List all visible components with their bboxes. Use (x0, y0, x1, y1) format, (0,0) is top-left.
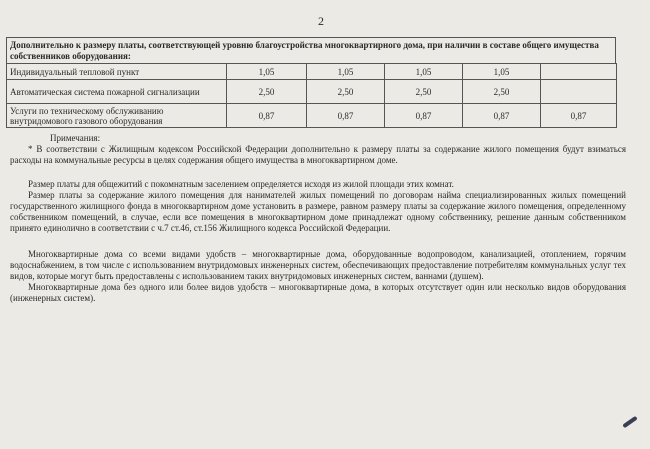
note-paragraph: Многоквартирные дома со всеми видами удобств – многоквартирные дома, оборудованные водопроводом, канализацией, отоплением, горячим водоснабжением, в том числе с использованием внутридомовых инженерных систем, обеспечивающих предоставление потребителям коммунальных услуг тех видов, которые могут быть предоставлены с использованием таких внутридомовых инженерных систем, ваннами (душем). (10, 248, 626, 282)
table-cell (541, 80, 617, 104)
table-cell: 2,50 (463, 80, 541, 104)
table-cell: 0,87 (541, 104, 617, 128)
table-row (7, 80, 617, 104)
table-cell: 2,50 (227, 80, 307, 104)
notes-section (10, 133, 626, 305)
row-label: Индивидуальный тепловой пункт (7, 64, 227, 80)
table-cell: 0,87 (385, 104, 463, 128)
row-label: Автоматическая система пожарной сигнализации (7, 80, 227, 104)
table-heading: Дополнительно к размеру платы, соответствующей уровню благоустройства многоквартирного дома, при наличии в составе общего имущества собственников оборудования: (6, 37, 616, 63)
note-paragraph: * В соответствии с Жилищным кодексом Российской Федерации дополнительно к размеру платы за содержание жилого помещения будут взиматься расходы на коммунальные ресурсы в целях содержания общего имущества в многоквартирном доме. (10, 144, 626, 166)
notes-title: Примечания: (50, 133, 101, 143)
page-number: 2 (318, 14, 324, 28)
table-cell: 1,05 (463, 64, 541, 80)
table-cell (541, 64, 617, 80)
note-paragraph: Многоквартирные дома без одного или более видов удобств – многоквартирные дома, в которых отсутствует один или несколько видов оборудования (инженерных систем). (10, 282, 626, 304)
table-cell: 2,50 (385, 80, 463, 104)
table-cell: 0,87 (463, 104, 541, 128)
table-cell: 0,87 (307, 104, 385, 128)
table-cell: 0,87 (227, 104, 307, 128)
note-paragraph: Размер платы для общежитий с покомнатным заселением определяется исходя из жилой площади этих комнат. (28, 178, 454, 189)
table-cell: 1,05 (307, 64, 385, 80)
table-cell: 1,05 (385, 64, 463, 80)
table-cell: 1,05 (227, 64, 307, 80)
tariff-table (6, 37, 616, 128)
table-cell: 2,50 (307, 80, 385, 104)
tariff-table-grid (6, 63, 617, 128)
table-row (7, 64, 617, 80)
row-label: Услуги по техническому обслуживанию внутридомового газового оборудования (7, 104, 227, 128)
note-paragraph: Размер платы за содержание жилого помещения для нанимателей жилых помещений по договорам найма специализированных жилых помещений государственного жилищного фонда в многоквартирном доме установить в размере, равном размеру платы за содержание жилого помещения, определенному собственником помещений, в случае, если все помещения в многоквартирном доме принадлежат одному собственнику, решение данным собственником принято единолично в соответствии с ч.7 ст.46, ст.156 Жилищного кодекса Российской Федерации. (10, 189, 626, 234)
table-row (7, 104, 617, 128)
pen-mark (622, 416, 637, 428)
